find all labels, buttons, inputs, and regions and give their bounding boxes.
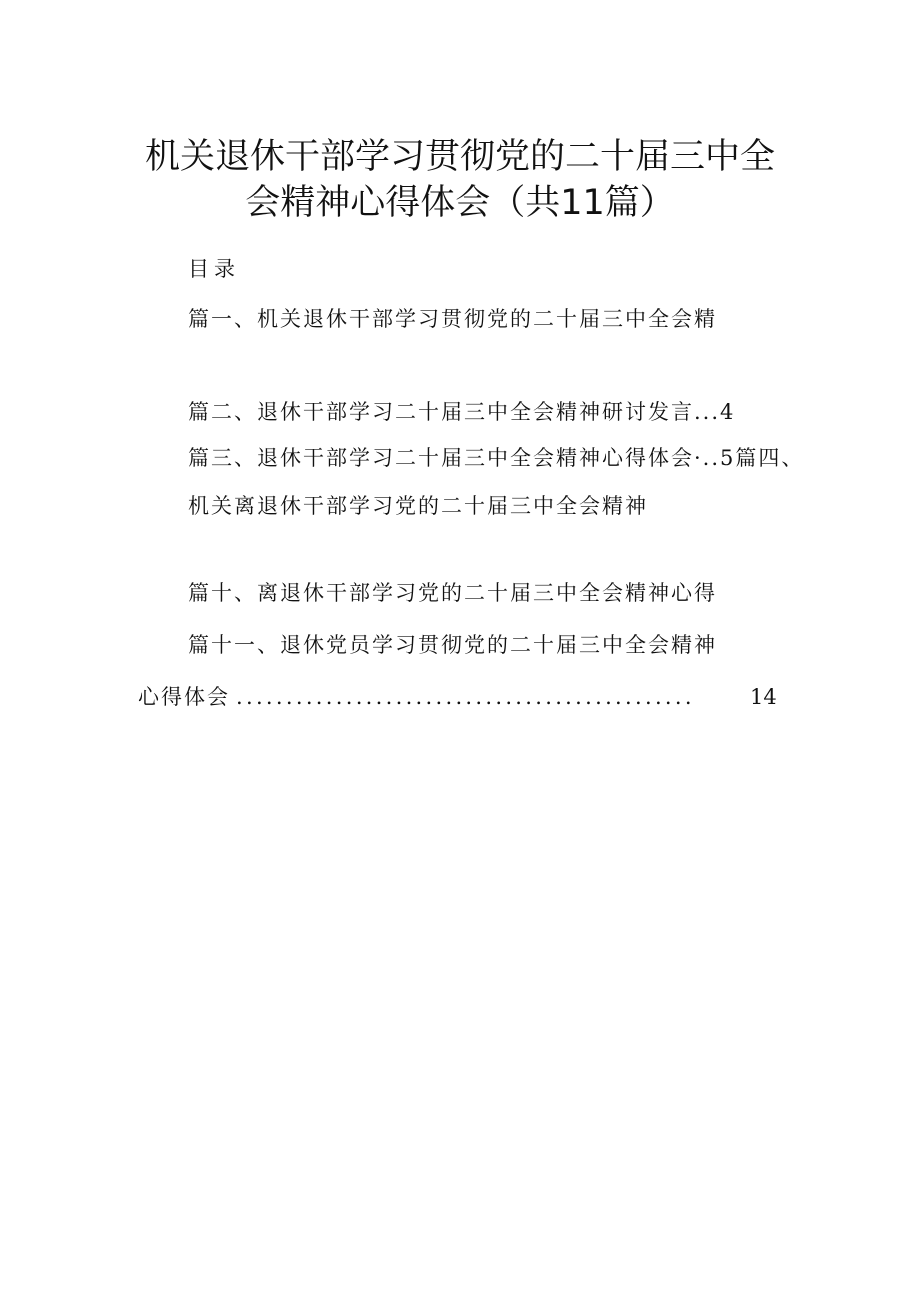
document-title-line-2: 会精神心得体会（共11篇） bbox=[245, 183, 675, 223]
toc-entry-3: 篇三、退休干部学习二十届三中全会精神心得体会·..5篇四、 bbox=[188, 446, 805, 470]
toc-page-number: 14 bbox=[750, 685, 777, 709]
toc-entry-4-continuation: 机关离退休干部学习党的二十届三中全会精神 bbox=[188, 494, 648, 518]
toc-heading: 目录 bbox=[188, 257, 240, 281]
toc-entry-1: 篇一、机关退休干部学习贯彻党的二十届三中全会精 bbox=[188, 307, 717, 331]
toc-entry-11: 篇十一、退休党员学习贯彻党的二十届三中全会精神 bbox=[188, 633, 717, 657]
toc-entry-11-continuation: 心得体会 bbox=[138, 685, 230, 709]
toc-entry-2: 篇二、退休干部学习二十届三中全会精神研讨发言...4 bbox=[188, 400, 736, 424]
toc-leader-dots: .............................................. bbox=[236, 685, 695, 709]
toc-entry-10: 篇十、离退休干部学习党的二十届三中全会精神心得 bbox=[188, 581, 717, 605]
document-title-line-1: 机关退休干部学习贯彻党的二十届三中全 bbox=[144, 137, 775, 177]
